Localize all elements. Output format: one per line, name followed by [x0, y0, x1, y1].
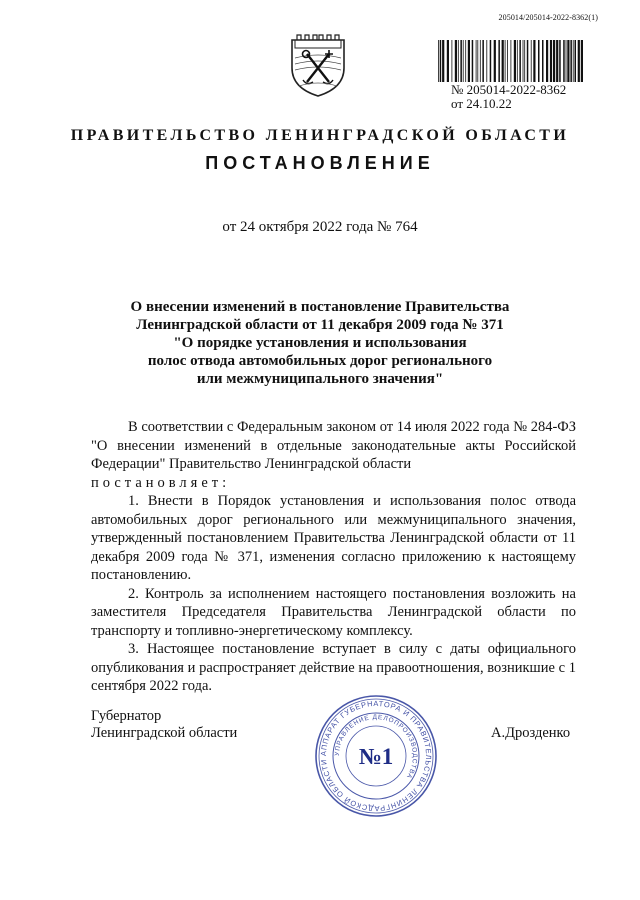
barcode-bar [527, 40, 529, 82]
preamble-text: В соответствии с Федеральным законом от 14 июля 2022 года № 284-ФЗ "О внесении изменений в отдельные законодательные акты Российской Федерации" Правительство Ленинградской области [91, 419, 576, 472]
barcode-bar [546, 40, 548, 82]
official-stamp-icon [313, 693, 439, 819]
barcode-bar [468, 40, 470, 82]
barcode-bar [502, 40, 504, 82]
item-paragraph-3: 3. Настоящее постановление вступает в силу с даты официального опубликования и распространяет действие на правоотношения, возникшие с 1 сентября 2022 года. [91, 641, 576, 694]
registration-number: № 205014-2022-8362 [451, 82, 567, 97]
barcode-icon [436, 40, 584, 82]
barcode-bar [463, 40, 464, 82]
document-type-title: ПОСТАНОВЛЕНИЕ [205, 153, 435, 173]
barcode-bar [553, 40, 555, 82]
barcode-bar [542, 40, 544, 82]
barcode-bar [570, 40, 572, 82]
organization-title: ПРАВИТЕЛЬСТВО ЛЕНИНГРАДСКОЙ ОБЛАСТИ [70, 127, 570, 144]
position-line: Ленинградской области [91, 725, 238, 741]
document-body [91, 418, 576, 696]
barcode-bar [538, 40, 540, 82]
barcode-bar [452, 40, 453, 82]
item-paragraph-2: 2. Контроль за исполнением настоящего постановления возложить на заместителя Председателя Правительства Ленинградской области по транспорту и топливно-энергетическому комплексу. [91, 585, 576, 639]
subject-line: "О порядке установления и использования [173, 335, 467, 351]
barcode-bar [514, 40, 516, 82]
barcode-bar [486, 40, 487, 82]
barcode-bar [519, 40, 521, 82]
barcode-bar [523, 40, 524, 82]
subject-line: О внесении изменений в постановление Правительства [130, 299, 510, 315]
document-subject [100, 298, 540, 388]
barcode-bar [517, 40, 518, 82]
barcode-bar [556, 40, 558, 82]
barcode-bar [460, 40, 462, 82]
preamble-paragraph [91, 418, 576, 492]
barcode-bar [559, 40, 561, 82]
barcode-bar [581, 40, 583, 82]
corner-reference: 205014/205014-2022-8362(1) [498, 13, 598, 22]
barcode-bar [567, 40, 569, 82]
position-line: Губернатор [91, 708, 162, 724]
barcode-bar [578, 40, 580, 82]
barcode-bar [505, 40, 506, 82]
signatory-name: А.Дрозденко [491, 725, 571, 741]
registration-date: от 24.10.22 [451, 96, 512, 111]
coat-of-arms-icon [289, 30, 347, 98]
barcode-bar [438, 40, 439, 82]
barcode-bar [566, 40, 567, 82]
barcode-bar [442, 40, 444, 82]
barcode-bar [440, 40, 442, 82]
barcode-bar [494, 40, 496, 82]
barcode-bar [533, 40, 535, 82]
decree-word: постановляет: [91, 474, 231, 491]
seal-inner-text: УПРАВЛЕНИЕ ДЕЛОПРОИЗВОДСТВА [333, 713, 419, 781]
barcode-bar [563, 40, 565, 82]
barcode-bar [447, 40, 449, 82]
barcode-bar [550, 40, 552, 82]
signatory-position [91, 708, 237, 742]
barcode-bar [477, 40, 478, 82]
barcode-bar [465, 40, 466, 82]
barcode-bar [482, 40, 484, 82]
barcode-bar [524, 40, 525, 82]
barcode-bar [531, 40, 532, 82]
barcode-bar [575, 40, 577, 82]
barcode-bar [476, 40, 477, 82]
seal-center-number: №1 [358, 744, 394, 769]
barcode-bar [507, 40, 508, 82]
subject-line: или межмуниципального значения" [196, 371, 444, 387]
barcode-bar [455, 40, 457, 82]
subject-line: Ленинградской области от 11 декабря 2009 года № 371 [136, 317, 504, 333]
seal-outer-text: АППАРАТ ГУБЕРНАТОРА И ПРАВИТЕЛЬСТВА ЛЕНИНГРАДСКОЙ ОБЛАСТИ [318, 698, 434, 814]
barcode-bar [511, 40, 512, 82]
barcode-bar [498, 40, 500, 82]
document-date-number: от 24 октября 2022 года № 764 [222, 219, 418, 235]
barcode-bar [458, 40, 459, 82]
barcode-bar [490, 40, 492, 82]
registration-info [451, 83, 566, 111]
barcode-bar [472, 40, 474, 82]
barcode-bar [573, 40, 574, 82]
item-paragraph-1: 1. Внести в Порядок установления и использования полос отвода автомобильных дорог регионального или межмуниципального значения, утвержденный постановлением Правительства Ленинградской области от 11 декабря 2009 года № 371, изменения согласно приложению к настоящему постановлению. [91, 493, 576, 583]
barcode-bar [480, 40, 481, 82]
subject-line: полос отвода автомобильных дорог регионального [147, 353, 493, 369]
